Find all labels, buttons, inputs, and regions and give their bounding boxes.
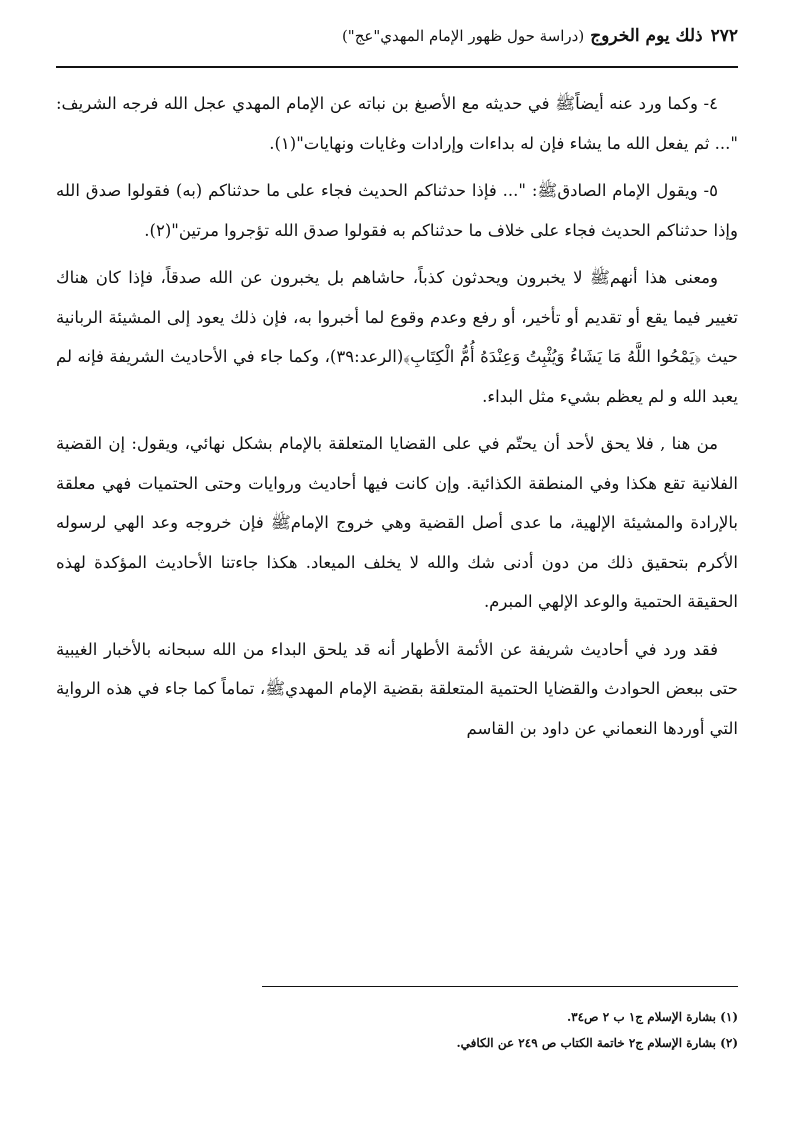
- paragraph-2: ٥- ويقول الإمام الصادقﷺ: "... فإذا حدثناكم الحديث فجاء على ما حدثناكم (به) فقولوا صدق الله وإذا حدثناكم الحديث فجاء على خلاف ما حدثناكم به فقولوا صدق الله تؤجروا مرتين"(٢).: [56, 181, 738, 240]
- paragraph-1: ٤- وكما ورد عنه أيضاًﷺ في حديثه مع الأصبغ بن نباته عن الإمام المهدي عجل الله فرجه الشريف: "... ثم يفعل الله ما يشاء فإن له بداءات وإرادات وغايات ونهايات"(١).: [56, 94, 738, 153]
- footnote-2: (٢) بشارة الإسلام ج٢ خاتمة الكتاب ص ٢٤٩ عن الكافي.: [456, 1036, 738, 1050]
- footnote-divider: [262, 986, 738, 987]
- book-subtitle: (دراسة حول ظهور الإمام المهدي"عج"): [341, 27, 585, 45]
- paragraph-5: فقد ورد في أحاديث شريفة عن الأئمة الأطهار أنه قد يلحق البداء من الله سبحانه بالأخبار الغيبية حتى ببعض الحوادث والقضايا الحتمية المتعلقة بقضية الإمام المهديﷺ، تماماً كما جاء في هذه الرواية التي أوردها النعماني عن داود بن القاسم: [56, 639, 738, 738]
- header-divider: [56, 66, 738, 68]
- running-header: [48, 26, 738, 46]
- book-title: ذلك يوم الخروج: [590, 26, 703, 46]
- main-text: [56, 84, 738, 756]
- footnotes: [56, 1004, 738, 1056]
- page-number: ٢٧٢: [710, 26, 738, 46]
- paragraph-3: ومعنى هذا أنهمﷺ لا يخبرون ويحدثون كذباً، حاشاهم بل يخبرون عن الله صدقاً، فإذا كان هناك تغيير فيما يقع أو تقديم أو تأخير، أو رفع وعدم وقوع لما أخبروا به، فإن ذلك يعود إلى المشيئة الربانية حيث ﴿يَمْحُوا اللَّهُ مَا يَشَاءُ وَيُثْبِتُ وَعِنْدَهُ أُمُّ الْكِتَابِ﴾(الرعد:٣٩)، وكما جاء في الأحاديث الشريفة فإنه لم يعبد الله و لم يعظم بشيء مثل البداء.: [56, 268, 739, 406]
- footnote-1: (١) بشارة الإسلام ج١ ب ٢ ص٣٤.: [566, 1010, 738, 1024]
- paragraph-4: من هنا , فلا يحق لأحد أن يحتّم في على القضايا المتعلقة بالإمام بشكل نهائي، ويقول: إن القضية الفلانية تقع هكذا وفي المنطقة الكذائية. وإن كانت فيها أحاديث وروايات وحتى الحتميات فهي معلقة بالإرادة والمشيئة الإلهية، ما عدى أصل القضية وهي خروج الإمامﷺ فإن خروجه وعد الهي لرسوله الأكرم بتحقيق ذلك من دون أدنى شك والله لا يخلف الميعاد. هكذا جاءتنا الأحاديث المؤكدة لهذه الحقيقة الحتمية والوعد الإلهي المبرم.: [56, 434, 738, 611]
